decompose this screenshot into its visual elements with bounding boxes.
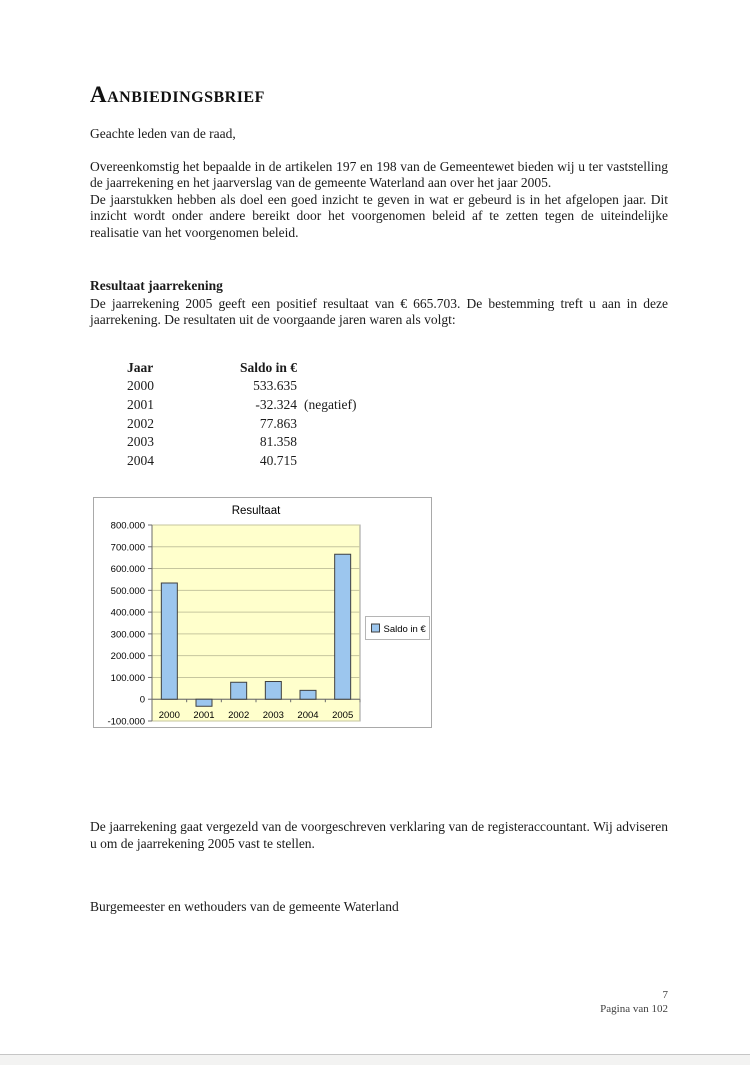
section-heading: Resultaat jaarrekening — [90, 277, 223, 293]
svg-text:Saldo in €: Saldo in € — [383, 624, 426, 636]
column-header-saldo: Saldo in € — [239, 359, 297, 375]
results-table-head — [127, 359, 356, 378]
svg-text:-100.000: -100.000 — [107, 716, 145, 728]
svg-text:800.000: 800.000 — [110, 520, 145, 532]
closing-paragraph: De jaarrekening gaat vergezeld van de voorgeschreven verklaring van de registeraccountant. Wij adviseren u om de jaarrekening 2005 vast te stellen. — [90, 819, 668, 851]
table-row: 2002 77.863 — [127, 415, 297, 431]
footer-page-label: Pagina van 102 — [600, 1003, 668, 1015]
svg-text:600.000: 600.000 — [110, 564, 145, 576]
document-content — [90, 0, 668, 915]
svg-text:500.000: 500.000 — [110, 586, 145, 598]
results-table-body — [127, 377, 356, 470]
table-row: 2004 40.715 — [127, 452, 297, 468]
table-header-row — [127, 359, 356, 378]
svg-text:200.000: 200.000 — [110, 651, 145, 663]
svg-text:100.000: 100.000 — [110, 673, 145, 685]
footer-page-number: 7 — [662, 989, 668, 1001]
svg-text:0: 0 — [139, 695, 145, 707]
page-title: Aanbiedingsbrief — [90, 82, 265, 107]
svg-text:2001: 2001 — [193, 710, 215, 722]
table-row: 2003 81.358 — [127, 434, 297, 450]
results-table — [127, 359, 356, 471]
svg-text:700.000: 700.000 — [110, 542, 145, 554]
page-footer — [600, 988, 668, 1016]
result-chart — [93, 497, 432, 728]
svg-text:2004: 2004 — [297, 710, 319, 722]
column-header-jaar: Jaar — [127, 359, 154, 375]
greeting-line: Geachte leden van de raad, — [90, 126, 236, 141]
section-intro: De jaarrekening 2005 geeft een positief resultaat van € 665.703. De bestemming treft u aan in deze jaarrekening. De resultaten uit de voorgaande jaren waren als volgt: — [90, 295, 668, 328]
svg-text:Resultaat: Resultaat — [231, 505, 281, 518]
svg-text:300.000: 300.000 — [110, 629, 145, 641]
paragraph-2: De jaarstukken hebben als doel een goed inzicht te geven in wat er gebeurd is in het afgelopen jaar. Dit inzicht wordt onder andere bereikt door het voorgenomen beleid af te zetten tegen de uiteindelijke realisatie van het voorgenomen beleid. — [90, 191, 668, 240]
svg-text:2002: 2002 — [228, 710, 250, 722]
svg-text:2005: 2005 — [332, 710, 354, 722]
table-row: 2000 533.635 — [127, 378, 297, 394]
signature-line: Burgemeester en wethouders van de gemeente Waterland — [90, 898, 399, 914]
page-edge — [0, 1054, 750, 1065]
svg-text:2003: 2003 — [262, 710, 284, 722]
column-header-note — [297, 359, 356, 378]
svg-text:400.000: 400.000 — [110, 607, 145, 619]
paragraph-1: Overeenkomstig het bepaalde in de artikelen 197 en 198 van de Gemeentewet bieden wij u ter vaststelling de jaarrekening en het jaarverslag van de gemeente Waterland aan over het jaar 2005. — [90, 158, 668, 191]
table-row: 2001 -32.324 (negatief) — [127, 396, 357, 412]
result-chart-canvas — [93, 497, 432, 733]
svg-text:2000: 2000 — [158, 710, 180, 722]
